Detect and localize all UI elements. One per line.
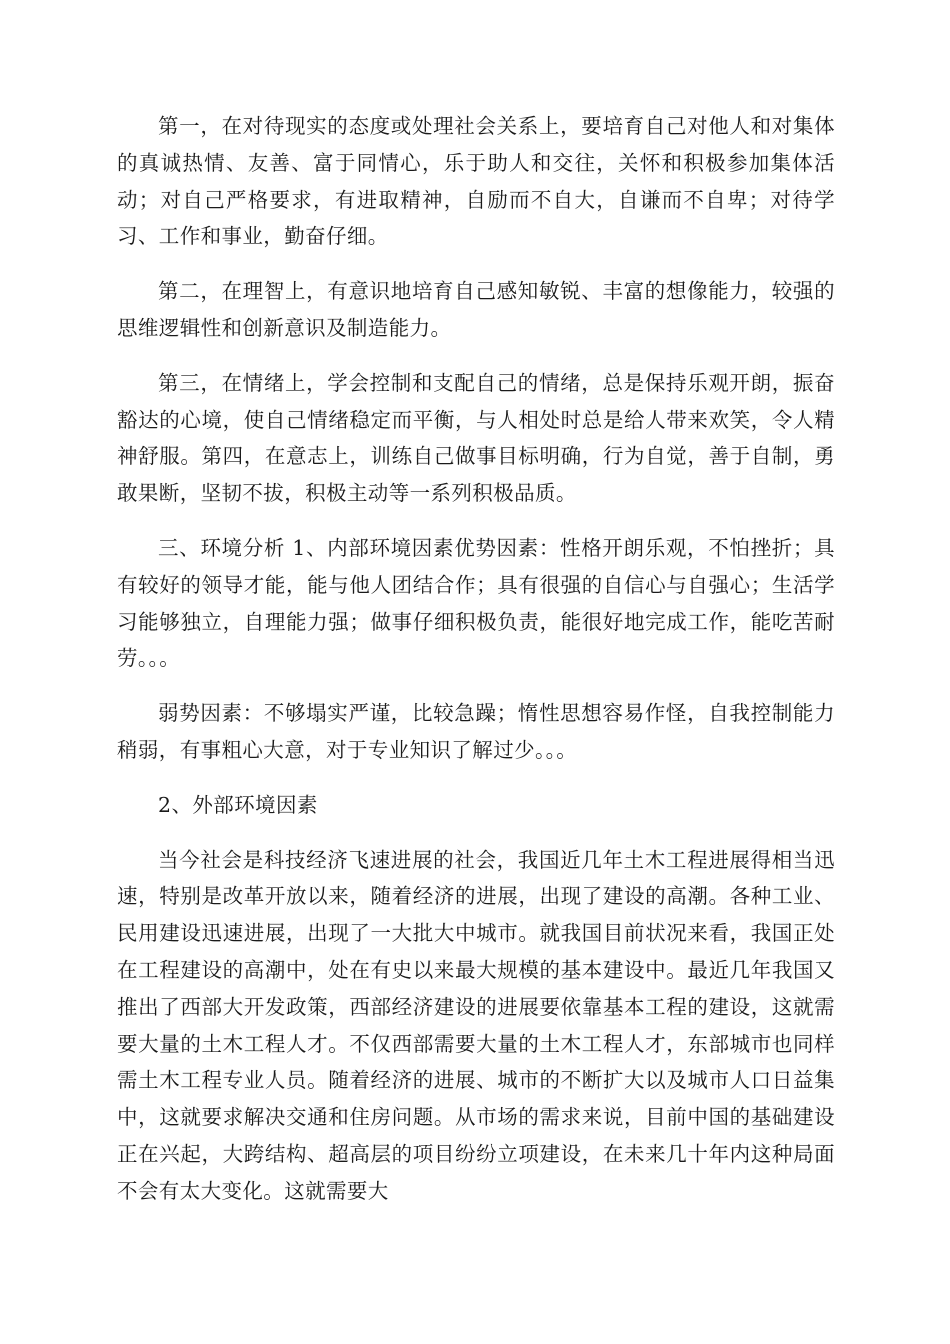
paragraph-internal-environment-weaknesses: 弱势因素：不够塌实严谨，比较急躁；惰性思想容易作怪，自我控制能力稍弱，有事粗心大意，对于专业知识了解过少。。。 [117,701,835,762]
paragraph-character-third: 第三，在情绪上，学会控制和支配自己的情绪，总是保持乐观开朗，振奋豁达的心境，使自己情绪稳定而平衡，与人相处时总是给人带来欢笑，令人精神舒服。第四，在意志上，训练自己做事目标明确，行为自觉，善于自制，勇敢果断，坚韧不拔，积极主动等一系列积极品质。 [117,370,835,506]
paragraph-character-second: 第二，在理智上，有意识地培育自己感知敏锐、丰富的想像能力，较强的思维逻辑性和创新意识及制造能力。 [117,279,835,340]
paragraph-character-first: 第一，在对待现实的态度或处理社会关系上，要培育自己对他人和对集体的真诚热情、友善、富于同情心，乐于助人和交往，关怀和积极参加集体活动；对自己严格要求，有进取精神，自励而不自大，自谦而不自卑；对待学习、工作和事业，勤奋仔细。 [117,114,835,249]
paragraph-external-environment: 当今社会是科技经济飞速进展的社会，我国近几年土木工程进展得相当迅速，特别是改革开放以来，随着经济的进展，出现了建设的高潮。各种工业、民用建设迅速进展，出现了一大批大中城市。就我国目前状况来看，我国正处在工程建设的高潮中，处在有史以来最大规模的基本建设中。最近几年我国又推出了西部大开发政策，西部经济建设的进展要依靠基本工程的建设，这就需要大量的土木工程人才。不仅西部需要大量的土木工程人才，东部城市也同样需土木工程专业人员。随着经济的进展、城市的不断扩大以及城市人口日益集中，这就要求解决交通和住房问题。从市场的需求来说，目前中国的基础建设正在兴起，大跨结构、超高层的项目纷纷立项建设，在未来几十年内这种局面不会有太大变化。这就需要大 [117,847,835,1203]
paragraph-internal-environment-strengths: 三、环境分析 1、内部环境因素优势因素：性格开朗乐观，不怕挫折；具有较好的领导才能，能与他人团结合作；具有很强的自信心与自强心；生活学习能够独立，自理能力强；做事仔细积极负责，能很好地完成工作，能吃苦耐劳。。。 [117,535,835,671]
document-body [117,108,835,1228]
section-heading-external-environment: 2、外部环境因素 [158,792,318,817]
